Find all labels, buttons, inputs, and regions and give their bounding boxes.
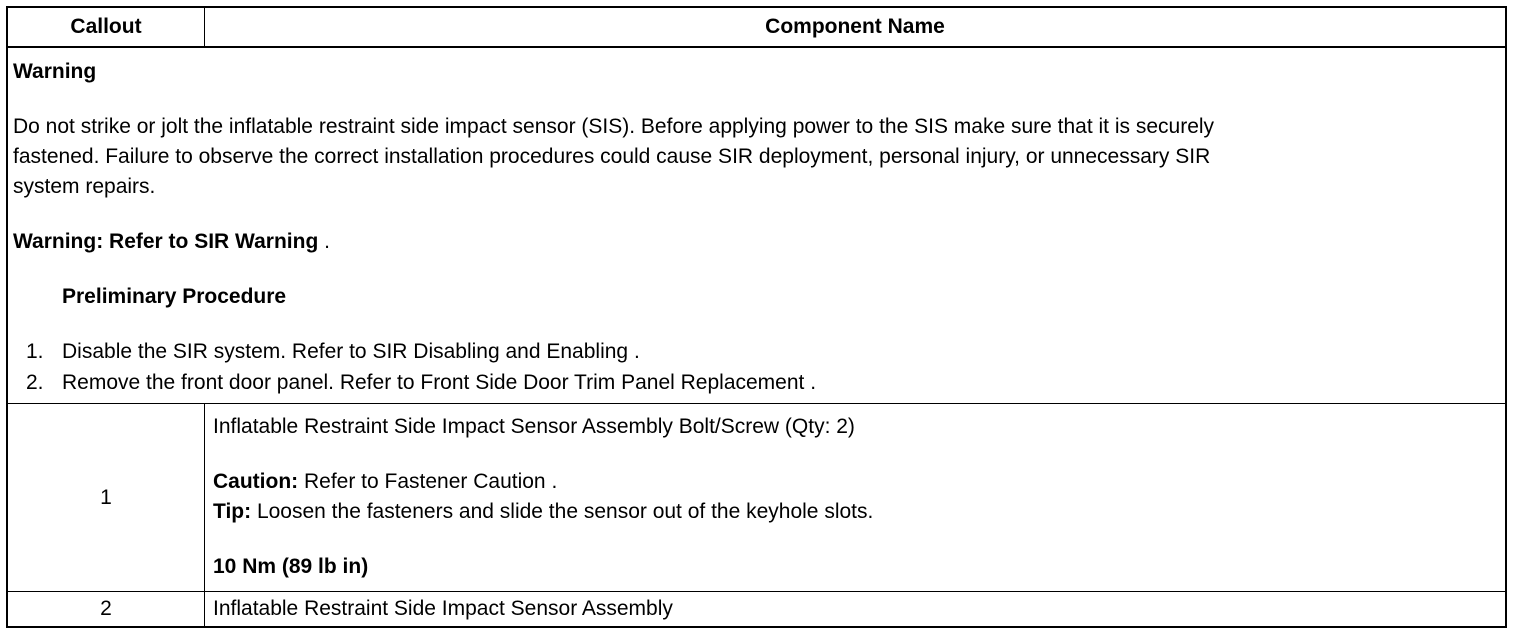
caution-label: Caution:: [213, 470, 299, 493]
warning-text-line-1: Do not strike or jolt the inflatable restraint side impact sensor (SIS). Before applying power to the SIS make sure that it is securely: [13, 115, 1215, 138]
tip-label: Tip:: [213, 500, 252, 523]
table-row: [8, 404, 1505, 592]
component-name: Inflatable Restraint Side Impact Sensor Assembly Bolt/Screw (Qty: 2): [213, 415, 855, 438]
component-cell: [205, 592, 1505, 626]
header-component-name: Component Name: [765, 15, 945, 38]
warning-reference-suffix: .: [318, 230, 330, 253]
procedure-row: [8, 48, 1505, 404]
warning-text-line-2: fastened. Failure to observe the correct installation procedures could cause SIR deployment, personal injury, or unnecessary SIR: [13, 145, 1211, 168]
preliminary-procedure-title: Preliminary Procedure: [62, 285, 287, 308]
step-number: 2.: [26, 371, 44, 394]
step-text: Disable the SIR system. Refer to SIR Disabling and Enabling .: [62, 340, 640, 363]
step-number: 1.: [26, 340, 44, 363]
caution-text: Refer to Fastener Caution .: [298, 470, 558, 493]
callout-cell: 2: [8, 592, 205, 626]
component-cell: [205, 404, 1505, 591]
table-row: [8, 592, 1505, 626]
tip-text: Loosen the fasteners and slide the sensor out of the keyhole slots.: [251, 500, 874, 523]
callout-cell: 1: [8, 404, 205, 591]
warning-title: Warning: [13, 60, 97, 83]
torque-spec: 10 Nm (89 lb in): [213, 555, 369, 578]
warning-text-line-3: system repairs.: [13, 175, 156, 198]
caution-line: [213, 467, 557, 497]
header-callout: Callout: [8, 8, 205, 46]
table-header-row: [8, 8, 1505, 48]
step-text: Remove the front door panel. Refer to Front Side Door Trim Panel Replacement .: [62, 371, 817, 394]
warning-reference: [13, 227, 330, 257]
tip-line: [213, 497, 873, 527]
warning-reference-label: Warning: Refer to SIR Warning: [13, 230, 319, 253]
component-table: [6, 6, 1507, 628]
component-name: Inflatable Restraint Side Impact Sensor Assembly: [213, 597, 673, 620]
